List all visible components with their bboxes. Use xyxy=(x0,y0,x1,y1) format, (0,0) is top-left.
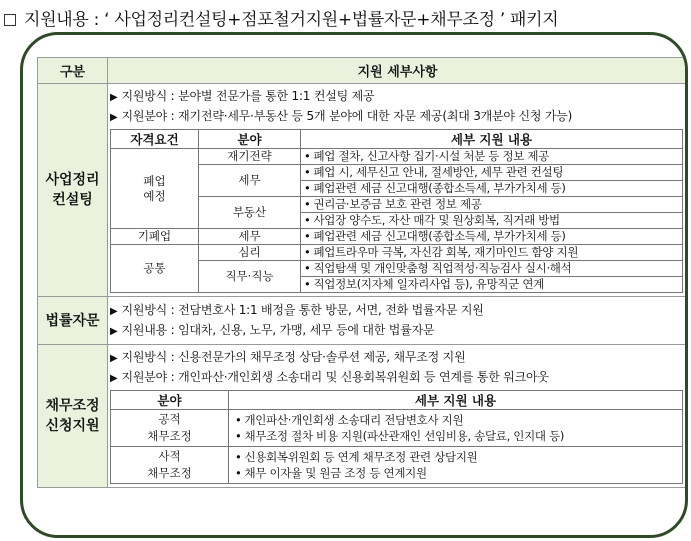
detail-item xyxy=(301,213,683,229)
header-detail: 지원 세부사항 xyxy=(108,58,688,84)
detail-item xyxy=(235,449,676,465)
dot-icon: • xyxy=(304,213,311,227)
arrow-icon: ▶ xyxy=(110,325,118,337)
debt-method xyxy=(110,348,683,368)
detail-text: 신용회복위원회 등 연계 채무조정 관련 상담지원 xyxy=(244,450,478,464)
detail-text: 채무 이자율 및 원금 조정 등 연계지원 xyxy=(244,466,427,480)
detail-text: 개인파산·개인회생 소송대리 전담변호사 지원 xyxy=(244,413,464,427)
sub-header-detail: 세부 지원 내용 xyxy=(229,391,683,410)
detail-text: 권리금·보증금 보호 관련 정보 제공 xyxy=(313,197,482,211)
arrow-icon: ▶ xyxy=(110,92,118,103)
detail-item xyxy=(301,149,683,165)
field-public-debt: 공적 채무조정 xyxy=(111,410,229,447)
page-title-text: 지원내용 : ‘ 사업정리컨설팅+점포철거지원+법률자문+채무조정 ’ 패키지 xyxy=(24,10,559,30)
detail-cell xyxy=(229,410,683,447)
detail-text: 폐업트라우마 극복, 자신감 회복, 재기마인드 함양 지원 xyxy=(313,245,579,259)
legal-content xyxy=(108,297,688,345)
checkbox-square-icon xyxy=(4,14,16,26)
category-debt: 채무조정 신청지원 xyxy=(38,345,108,488)
dot-icon: • xyxy=(304,261,311,275)
field-cell: 부동산 xyxy=(199,197,301,229)
sub-header-eligibility: 자격요건 xyxy=(111,130,199,149)
detail-text: 사업장 양수도, 자산 매각 및 원상회복, 직거래 방법 xyxy=(313,213,560,227)
legal-content-line xyxy=(110,321,683,341)
consulting-subtable xyxy=(110,129,683,293)
consulting-field-text: 지원분야 : 재기전략·세무·부동산 등 5개 분야에 대한 자문 제공(최대 3개분야 신청 가능) xyxy=(121,109,573,123)
legal-method-text: 지원방식 : 전담변호사 1:1 배정을 통한 방문, 서면, 전화 법률자문 지원 xyxy=(121,302,484,317)
eligibility-already-closed: 기폐업 xyxy=(111,229,199,245)
field-cell: 세무 xyxy=(199,165,301,197)
dot-icon: • xyxy=(304,229,311,243)
dot-icon: • xyxy=(304,181,311,195)
consulting-method xyxy=(110,87,683,107)
row-consulting xyxy=(38,84,688,297)
dot-icon: • xyxy=(304,245,311,259)
detail-item xyxy=(235,428,676,444)
detail-item xyxy=(301,277,683,293)
debt-subtable xyxy=(110,390,683,484)
field-cell: 재기전략 xyxy=(199,149,301,165)
detail-text: 폐업 시, 세무신고 안내, 절세방안, 세무 관련 컨설팅 xyxy=(313,165,564,179)
detail-item xyxy=(301,245,683,261)
arrow-icon: ▶ xyxy=(110,373,118,384)
detail-item xyxy=(301,261,683,277)
debt-field-text: 지원분야 : 개인파산·개인회생 소송대리 및 신용회복위원회 등 연계를 통한 워크아웃 xyxy=(121,370,549,384)
detail-text: 폐업 절차, 신고사항 집기·시설 처분 등 정보 제공 xyxy=(313,149,550,163)
field-cell: 세무 xyxy=(199,229,301,245)
category-legal: 법률자문 xyxy=(38,297,108,345)
dot-icon: • xyxy=(235,466,242,480)
arrow-icon: ▶ xyxy=(110,305,118,317)
eligibility-common: 공통 xyxy=(111,245,199,293)
dot-icon: • xyxy=(304,277,311,291)
consulting-content xyxy=(108,84,688,297)
detail-text: 채무조정 절차 비용 지원(파산관재인 선임비용, 송달료, 인지대 등) xyxy=(244,429,565,443)
detail-item xyxy=(301,181,683,197)
rounded-frame xyxy=(20,32,688,538)
header-category: 구분 xyxy=(38,58,108,84)
detail-item xyxy=(301,197,683,213)
category-consulting: 사업정리 컨설팅 xyxy=(38,84,108,297)
debt-field xyxy=(110,368,683,388)
detail-item xyxy=(301,229,683,245)
field-cell: 직무·직능 xyxy=(199,261,301,293)
field-private-debt: 사적 채무조정 xyxy=(111,447,229,484)
dot-icon: • xyxy=(304,149,311,163)
eligibility-closing-planned: 폐업 예정 xyxy=(111,149,199,229)
row-debt xyxy=(38,345,688,488)
consulting-method-text: 지원방식 : 분야별 전문가를 통한 1:1 컨설팅 제공 xyxy=(121,89,375,103)
debt-method-text: 지원방식 : 신용전문가의 채무조정 상담·솔루션 제공, 채무조정 지원 xyxy=(121,350,466,364)
dot-icon: • xyxy=(235,429,242,443)
dot-icon: • xyxy=(304,197,311,211)
detail-item xyxy=(235,412,676,428)
field-cell: 심리 xyxy=(199,245,301,261)
legal-method xyxy=(110,301,683,321)
row-legal xyxy=(38,297,688,345)
detail-item xyxy=(301,165,683,181)
arrow-icon: ▶ xyxy=(110,353,118,364)
arrow-icon: ▶ xyxy=(110,112,118,123)
sub-header-detail: 세부 지원 내용 xyxy=(301,130,683,149)
detail-text: 직업정보(지자체 일자리사업 등), 유망직군 연계 xyxy=(313,277,545,291)
detail-cell xyxy=(229,447,683,484)
detail-text: 직업탐색 및 개인맞춤형 직업적성·직능검사 실시·해석 xyxy=(313,261,572,275)
sub-header-field: 분야 xyxy=(111,391,229,410)
consulting-field xyxy=(110,107,683,127)
detail-text: 폐업관련 세금 신고대행(종합소득세, 부가가치세 등) xyxy=(313,229,566,243)
debt-content xyxy=(108,345,688,488)
dot-icon: • xyxy=(235,413,242,427)
dot-icon: • xyxy=(235,450,242,464)
legal-content-text: 지원내용 : 임대차, 신용, 노무, 가맹, 세무 등에 대한 법률자문 xyxy=(121,322,435,337)
sub-header-field: 분야 xyxy=(199,130,301,149)
detail-text: 폐업관련 세금 신고대행(종합소득세, 부가가치세 등) xyxy=(313,181,566,195)
support-table xyxy=(37,57,688,488)
detail-item xyxy=(235,465,676,481)
dot-icon: • xyxy=(304,165,311,179)
